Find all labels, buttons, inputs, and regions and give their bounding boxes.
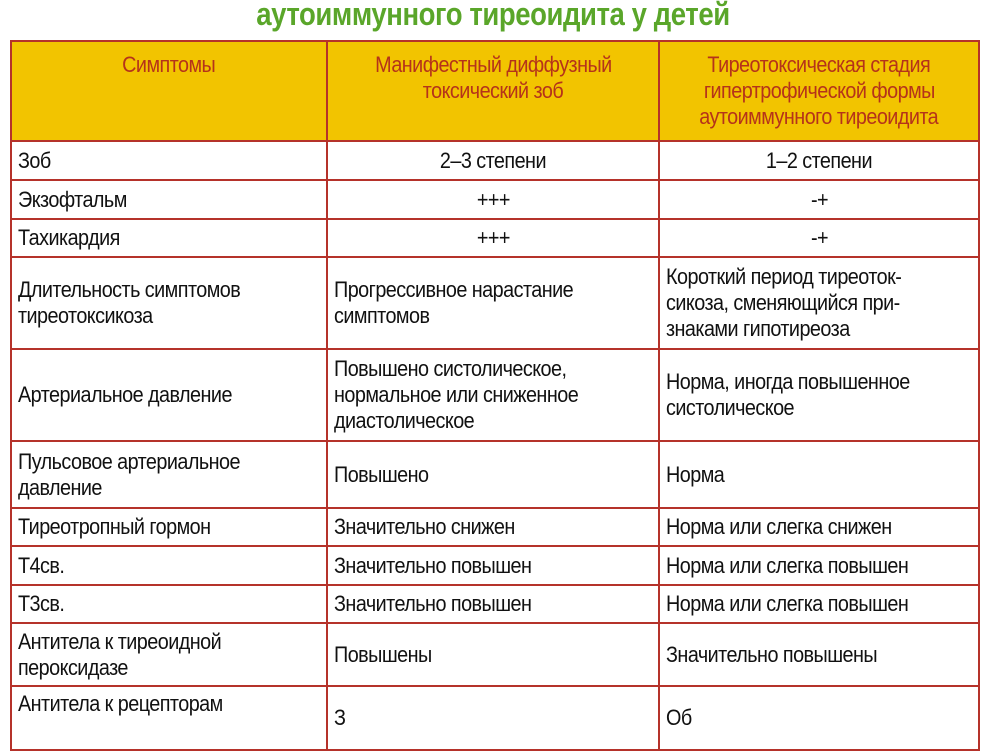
cell-ait: Норма или слегка повышен: [659, 585, 979, 623]
cell-ait: Об: [659, 686, 979, 750]
cell-symptom: Тиреотропный гормон: [11, 508, 327, 546]
table-row: [11, 219, 979, 257]
cell-symptom: Тахикардия: [11, 219, 327, 257]
cell-dtz: Значительно повышен: [327, 585, 659, 623]
table-row: [11, 546, 979, 585]
table-row: [11, 585, 979, 623]
table-row: [11, 623, 979, 686]
cell-dtz: 2–3 степени: [327, 141, 659, 180]
table-row: [11, 180, 979, 219]
cell-dtz: Значительно повышен: [327, 546, 659, 585]
table-row: [11, 257, 979, 349]
cell-ait: Норма или слегка снижен: [659, 508, 979, 546]
table-row: [11, 508, 979, 546]
header-dtz: Манифестный диффузный токсический зоб: [327, 41, 659, 141]
header-symptoms: Симптомы: [11, 41, 327, 141]
cell-ait: Норма: [659, 441, 979, 508]
cell-symptom: Пульсовое артериальное давление: [11, 441, 327, 508]
table-row: [11, 141, 979, 180]
cell-symptom: Т4св.: [11, 546, 327, 585]
cell-ait: -+: [659, 180, 979, 219]
cell-symptom: Экзофтальм: [11, 180, 327, 219]
comparison-table: [10, 40, 980, 751]
table-header-row: [11, 41, 979, 141]
cell-symptom: Т3св.: [11, 585, 327, 623]
cell-symptom: Длительность симптомов тиреотоксикоза: [11, 257, 327, 349]
cell-symptom: Зоб: [11, 141, 327, 180]
cell-dtz: З: [327, 686, 659, 750]
cell-dtz: +++: [327, 219, 659, 257]
page-title: аутоиммунного тиреоидита у детей: [256, 0, 730, 32]
cell-ait: 1–2 степени: [659, 141, 979, 180]
header-ait: Тиреотоксическая стадия гипертрофической формы аутоиммунного тиреоидита: [659, 41, 979, 141]
table-row: [11, 686, 979, 750]
cell-dtz: Повышено систолическое, нормальное или сниженное диастолическое: [327, 349, 659, 441]
cell-dtz: +++: [327, 180, 659, 219]
table-row: [11, 349, 979, 441]
cell-ait: Норма или слегка повышен: [659, 546, 979, 585]
cell-dtz: Повышено: [327, 441, 659, 508]
cell-symptom: Артериальное давление: [11, 349, 327, 441]
cell-dtz: Повышены: [327, 623, 659, 686]
cell-dtz: Прогрессивное нарастание симптомов: [327, 257, 659, 349]
cell-symptom: Антитела к тиреоидной пероксидазе: [11, 623, 327, 686]
table-row: [11, 441, 979, 508]
cell-ait: -+: [659, 219, 979, 257]
cell-ait: Значительно повышены: [659, 623, 979, 686]
cell-dtz: Значительно снижен: [327, 508, 659, 546]
cell-ait: Короткий период тиреоток- сикоза, сменяющийся при- знаками гипотиреоза: [659, 257, 979, 349]
cell-ait: Норма, иногда повышенное систолическое: [659, 349, 979, 441]
cell-symptom: Антитела к рецепторам: [11, 686, 327, 750]
